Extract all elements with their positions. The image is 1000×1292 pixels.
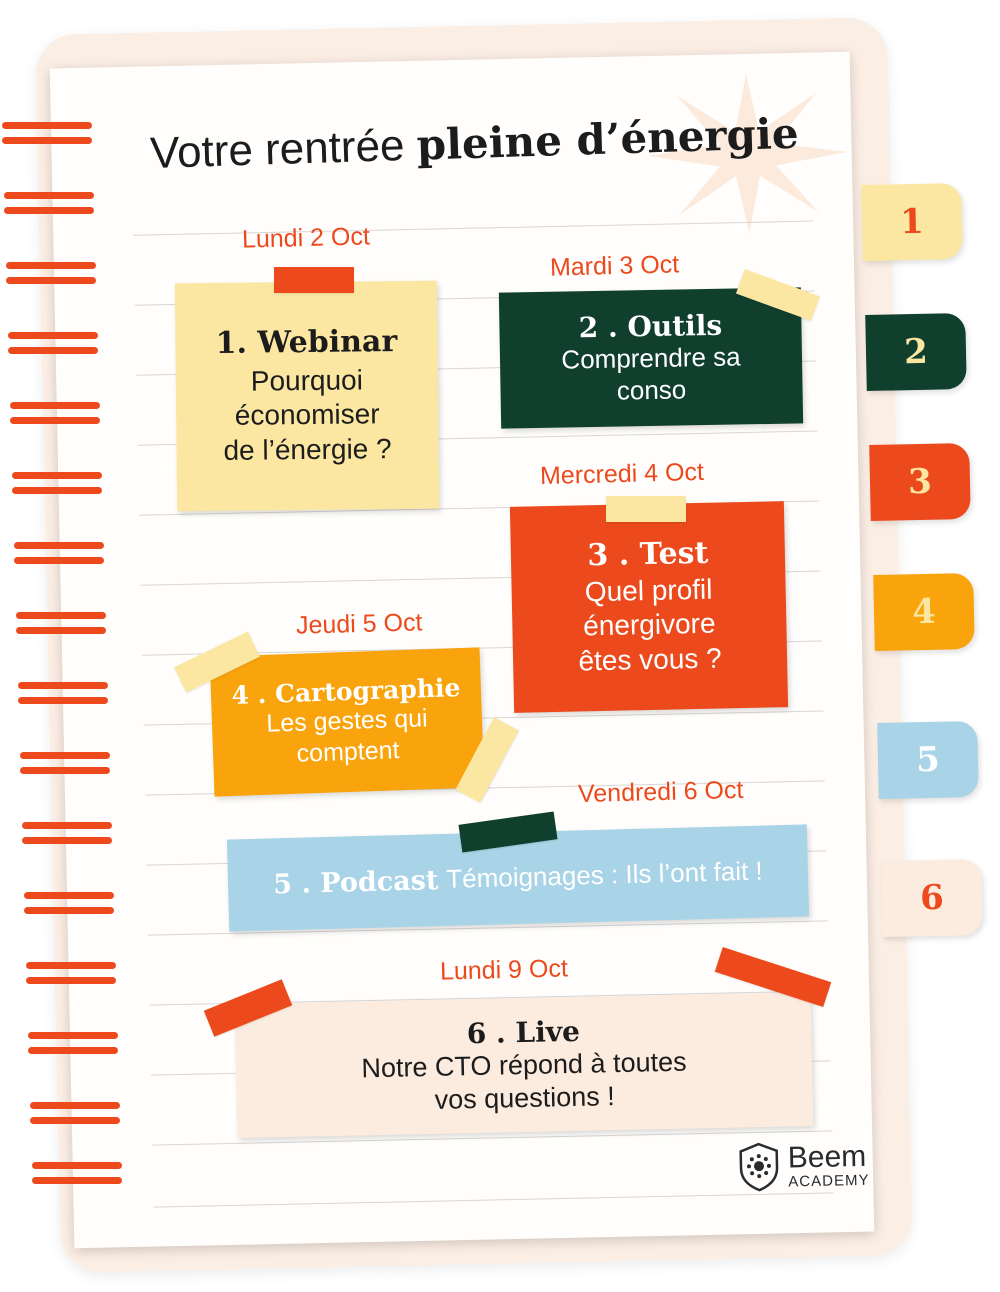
beem-academy-logo <box>737 1134 888 1197</box>
event-6-date: Lundi 9 Oct <box>439 954 569 986</box>
spiral-ring <box>26 962 116 969</box>
event-1-line-1: Pourquoi <box>250 364 364 397</box>
tape-strip <box>606 496 686 522</box>
event-5-text: Témoignages : Ils l’ont fait ! <box>445 855 764 895</box>
spiral-ring <box>24 892 114 899</box>
event-6-line-1: Notre CTO répond à toutes <box>361 1046 687 1083</box>
spiral-ring <box>8 332 98 339</box>
event-1-card[interactable] <box>175 281 439 512</box>
spiral-ring <box>32 1177 122 1184</box>
tab-6[interactable]: 6 <box>881 859 983 937</box>
event-3-line-1: Quel profil <box>584 573 713 608</box>
event-3-line-2: énergivore <box>582 608 716 642</box>
spiral-ring <box>2 122 92 129</box>
tab-5[interactable]: 5 <box>877 721 979 799</box>
spiral-ring <box>26 977 116 984</box>
spiral-ring <box>8 347 98 354</box>
tape-strip <box>274 267 354 293</box>
spiral-ring <box>32 1162 122 1169</box>
spiral-ring <box>22 822 112 829</box>
shield-gear-icon <box>737 1142 780 1193</box>
spiral-ring <box>30 1117 120 1124</box>
spiral-ring <box>18 682 108 689</box>
event-6-card[interactable] <box>235 992 814 1138</box>
event-5-title: 5 . Podcast <box>272 864 439 900</box>
logo-brand: Beem <box>787 1139 867 1175</box>
spiral-ring <box>12 472 102 479</box>
spiral-ring <box>18 697 108 704</box>
event-3-date: Mercredi 4 Oct <box>539 457 705 491</box>
event-6-line-2: vos questions ! <box>434 1080 616 1115</box>
spiral-ring <box>10 417 100 424</box>
event-1-title: 1. Webinar <box>215 324 398 362</box>
spiral-ring <box>16 612 106 619</box>
event-2-date: Mardi 3 Oct <box>549 250 680 282</box>
tab-4[interactable]: 4 <box>873 573 975 651</box>
event-4-line-2: comptent <box>296 735 400 768</box>
tab-1[interactable]: 1 <box>861 183 963 261</box>
spiral-ring <box>28 1047 118 1054</box>
spiral-ring <box>6 277 96 284</box>
event-3-title: 3 . Test <box>587 536 709 574</box>
spiral-ring <box>14 557 104 564</box>
spiral-ring <box>20 767 110 774</box>
event-1-date: Lundi 2 Oct <box>241 222 371 254</box>
event-4-line-1: Les gestes qui <box>265 704 429 738</box>
spiral-ring <box>4 207 94 214</box>
spiral-ring <box>30 1102 120 1109</box>
spiral-ring <box>20 752 110 759</box>
event-1-line-2: économiser <box>234 398 380 432</box>
title-regular: Votre rentrée <box>149 120 418 178</box>
rule-line <box>154 1192 834 1207</box>
spiral-ring <box>28 1032 118 1039</box>
event-2-title: 2 . Outils <box>578 308 723 345</box>
event-5-date: Vendredi 6 Oct <box>577 775 744 809</box>
spiral-ring <box>10 402 100 409</box>
spiral-ring <box>4 192 94 199</box>
spiral-ring <box>14 542 104 549</box>
event-2-line-2: conso <box>616 373 687 406</box>
spiral-ring <box>22 837 112 844</box>
event-2-card[interactable] <box>499 287 803 428</box>
event-4-title: 4 . Cartographie <box>231 673 461 711</box>
event-1-line-3: de l’énergie ? <box>223 432 392 466</box>
event-2-line-1: Comprendre sa <box>561 341 741 375</box>
event-3-line-3: êtes vous ? <box>578 642 722 677</box>
tab-2[interactable]: 2 <box>865 313 967 391</box>
spiral-ring <box>12 487 102 494</box>
event-6-title: 6 . Live <box>466 1014 581 1050</box>
spiral-ring <box>2 137 92 144</box>
tab-3[interactable]: 3 <box>869 443 971 521</box>
logo-sub: ACADEMY <box>788 1171 870 1191</box>
event-4-date: Jeudi 5 Oct <box>295 608 423 640</box>
title-bold: pleine d’énergie <box>415 108 800 170</box>
spiral-ring <box>6 262 96 269</box>
event-3-card[interactable] <box>510 501 788 713</box>
spiral-ring <box>24 907 114 914</box>
spiral-ring <box>16 627 106 634</box>
event-4-card[interactable] <box>210 647 485 796</box>
